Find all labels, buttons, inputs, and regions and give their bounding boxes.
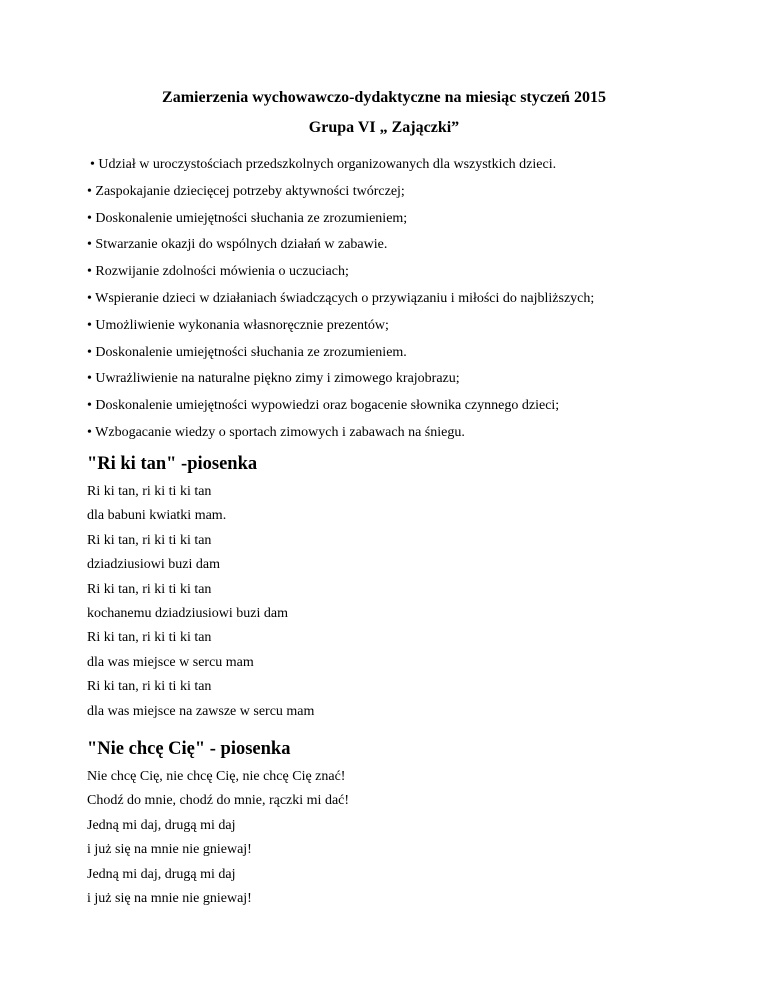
lyric-line: Ri ki tan, ri ki ti ki tan (87, 484, 212, 499)
lyric-line: dla babuni kwiatki mam. (87, 508, 227, 524)
song-lyrics-nie-chce-cie (87, 765, 349, 911)
goal-item: • Stwarzanie okazji do wspólnych działań w zabawie. (87, 237, 388, 253)
goal-item: • Wzbogacanie wiedzy o sportach zimowych i zabawach na śniegu. (87, 424, 465, 440)
goal-item: • Doskonalenie umiejętności słuchania ze zrozumieniem. (87, 344, 407, 360)
lyric-line: Ri ki tan, ri ki ti ki tan (87, 532, 212, 548)
lyric-line: Ri ki tan, ri ki ti ki tan (87, 679, 212, 695)
song-lyrics-ri-ki-tan (87, 480, 314, 724)
lyric-line: Jedną mi daj, drugą mi daj (87, 866, 236, 882)
group-title: Grupa VI „ Zajączki” (308, 119, 460, 136)
lyric-line: dla was miejsce na zawsze w sercu mam (87, 703, 315, 719)
lyric-line: Jedną mi daj, drugą mi daj (87, 817, 236, 833)
lyric-line: dziadziusiowi buzi dam (87, 557, 220, 573)
goal-item: • Wspieranie dzieci w działaniach świadczących o przywiązaniu i miłości do najbliższych; (87, 290, 595, 306)
lyric-line: i już się na mnie nie gniewaj! (87, 842, 252, 858)
song-title-ri-ki-tan: "Ri ki tan" -piosenka (87, 454, 258, 474)
lyric-line: Chodź do mnie, chodź do mnie, rączki mi dać! (87, 793, 350, 809)
lyric-line: dla was miejsce w sercu mam (87, 654, 254, 670)
document-title: Zamierzenia wychowawczo-dydaktyczne na miesiąc styczeń 2015 (162, 89, 606, 106)
goal-item: • Doskonalenie umiejętności wypowiedzi oraz bogacenie słownika czynnego dzieci; (87, 398, 560, 414)
goal-item: • Rozwijanie zdolności mówienia o uczuciach; (87, 264, 349, 280)
lyric-line: Ri ki tan, ri ki ti ki tan (87, 630, 212, 646)
goals-list (87, 152, 594, 447)
lyric-line: kochanemu dziadziusiowi buzi dam (87, 606, 288, 622)
lyric-line: Nie chcę Cię, nie chcę Cię, nie chcę Cię znać! (87, 769, 346, 784)
lyric-line: i już się na mnie nie gniewaj! (87, 891, 252, 907)
goal-item: • Doskonalenie umiejętności słuchania ze zrozumieniem; (87, 210, 408, 226)
song-title-nie-chce-cie: "Nie chcę Cię" - piosenka (87, 739, 291, 759)
goal-item: • Umożliwienie wykonania własnoręcznie prezentów; (87, 317, 389, 333)
goal-item: • Zaspokajanie dziecięcej potrzeby aktywności twórczej; (87, 183, 405, 199)
goal-item: • Udział w uroczystościach przedszkolnych organizowanych dla wszystkich dzieci. (90, 157, 557, 172)
goal-item: • Uwrażliwienie na naturalne piękno zimy i zimowego krajobrazu; (87, 371, 460, 387)
lyric-line: Ri ki tan, ri ki ti ki tan (87, 581, 212, 597)
